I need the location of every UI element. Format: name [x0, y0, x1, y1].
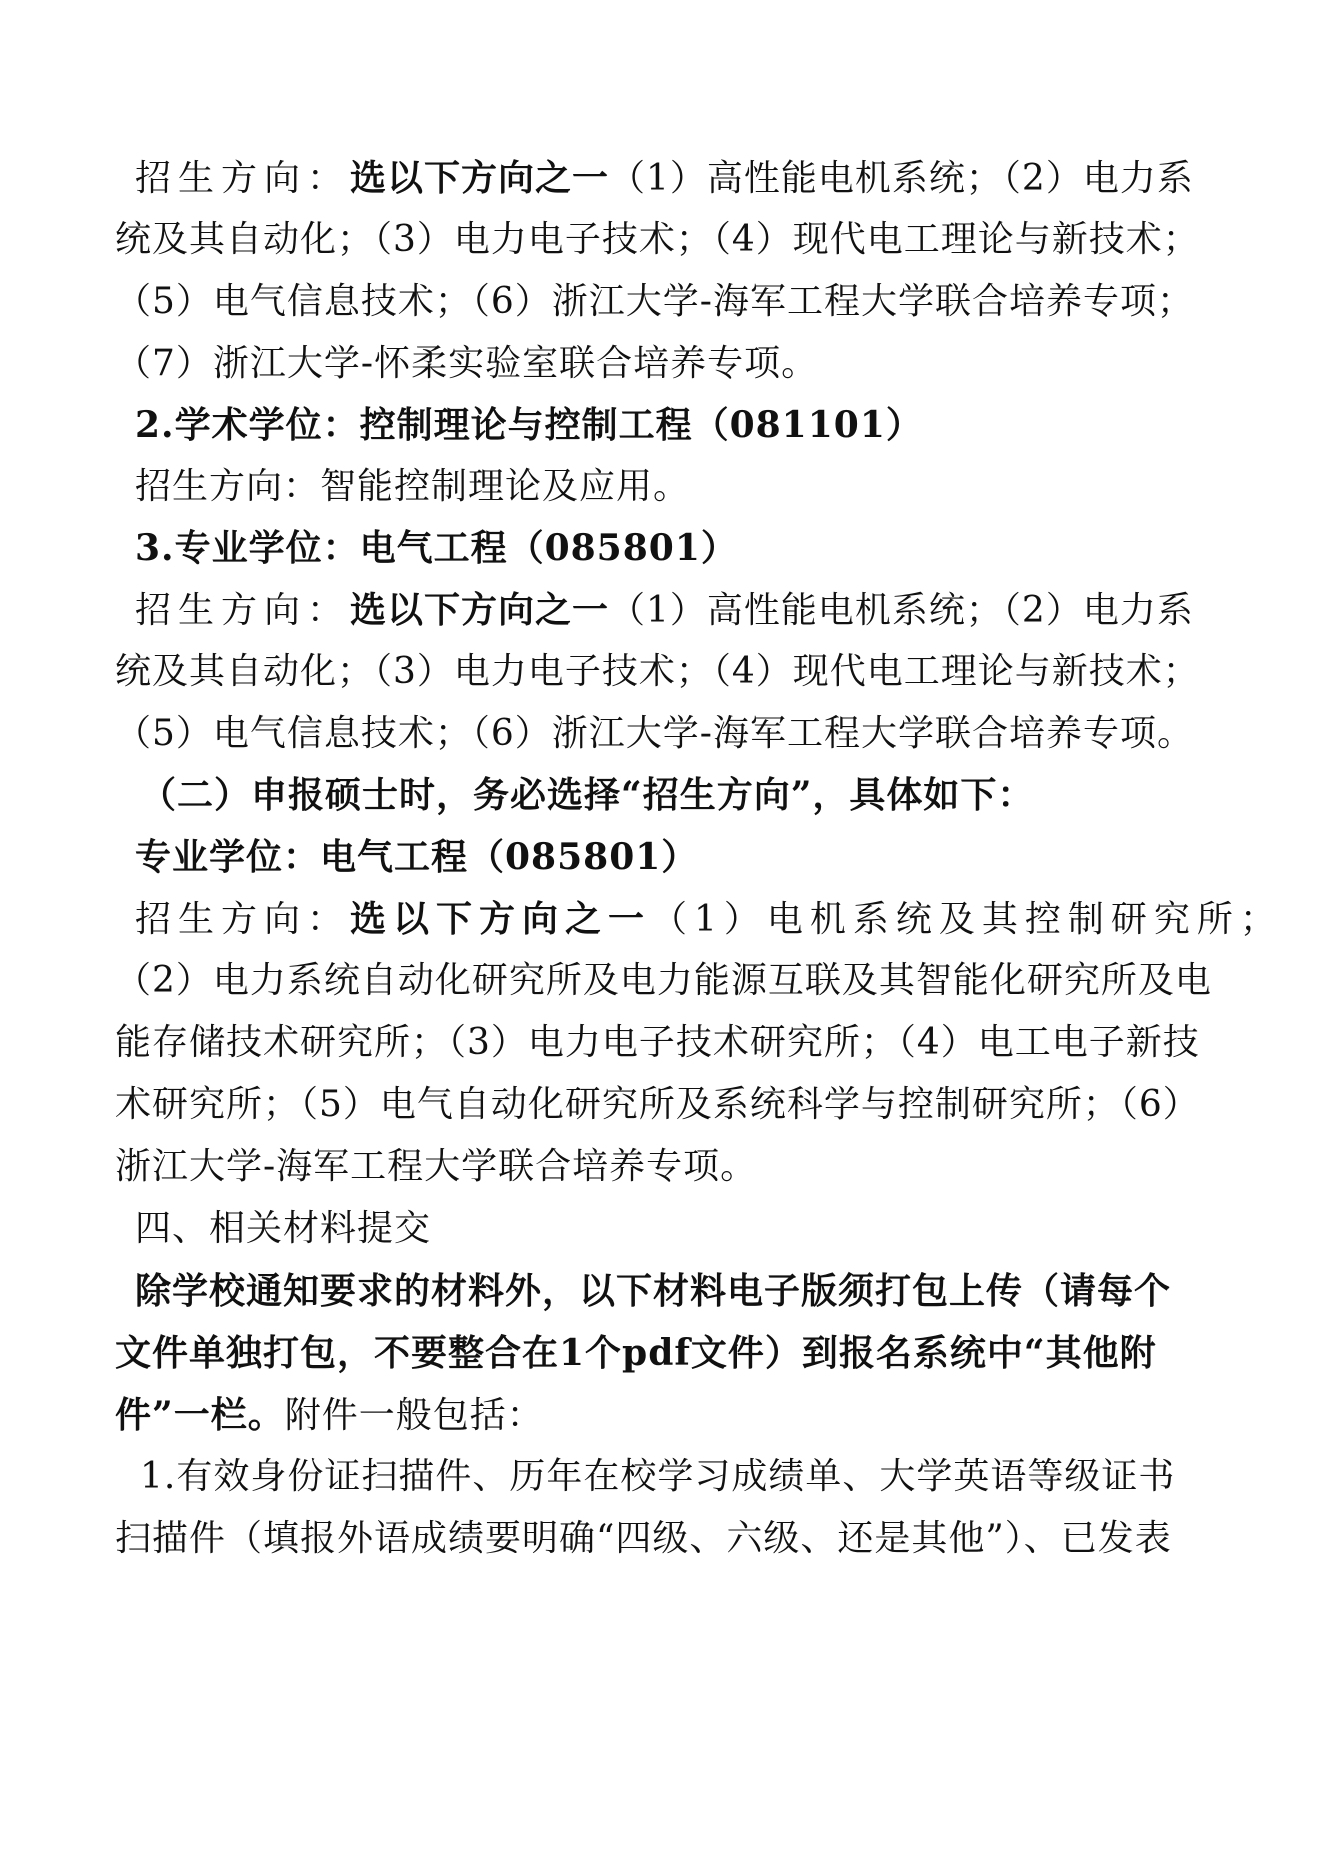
- direction-list-text: （1）电机系统及其控制研究所；: [651, 899, 1283, 940]
- direction-paragraph-1-line-4: （7）浙江大学-怀柔实验室联合培养专项。: [115, 343, 819, 384]
- materials-paragraph-line-3: [115, 1391, 1175, 1440]
- direction-choose-one: 选以下方向之一: [350, 157, 610, 199]
- academic-degree-heading: 2.学术学位：控制理论与控制工程（081101）: [135, 404, 923, 446]
- materials-list-item-1-line-2: 扫描件（填报外语成绩要明确“四级、六级、还是其他”）、已发表: [115, 1518, 1172, 1559]
- direction-paragraph-5-line-3: 能存储技术研究所；（3）电力电子技术研究所；（4）电工电子新技: [115, 1022, 1200, 1063]
- direction-paragraph-1-line-2: 统及其自动化；（3）电力电子技术；（4）现代电工理论与新技术；: [115, 219, 1200, 260]
- materials-section-heading: 四、相关材料提交: [135, 1208, 432, 1249]
- master-professional-degree-heading: 专业学位：电气工程（085801）: [135, 836, 699, 878]
- direction-paragraph-5-line-5: 浙江大学-海军工程大学联合培养专项。: [115, 1146, 758, 1187]
- direction-label: 招生方向：: [135, 899, 351, 940]
- direction-paragraph-5-line-2: （2）电力系统自动化研究所及电力能源互联及其智能化研究所及电: [115, 960, 1212, 1001]
- direction-list-text: （1）高性能电机系统；（2）电力系: [609, 590, 1194, 631]
- professional-degree-heading: 3.专业学位：电气工程（085801）: [135, 527, 738, 569]
- direction-paragraph-5-line-1: [135, 895, 1283, 944]
- attachment-field-text: 件”一栏。: [115, 1394, 285, 1436]
- direction-paragraph-1-line-3: （5）电气信息技术；（6）浙江大学-海军工程大学联合培养专项；: [115, 281, 1194, 322]
- master-application-heading: （二）申报硕士时，务必选择“招生方向”，具体如下：: [140, 774, 1035, 816]
- materials-paragraph-line-2: 文件单独打包，不要整合在1个pdf文件）到报名系统中“其他附: [115, 1332, 1157, 1374]
- materials-list-item-1-line-1: 1.有效身份证扫描件、历年在校学习成绩单、大学英语等级证书: [140, 1456, 1176, 1497]
- direction-paragraph-3-line-2: 统及其自动化；（3）电力电子技术；（4）现代电工理论与新技术；: [115, 651, 1200, 692]
- attachment-intro-text: 附件一般包括：: [284, 1395, 544, 1436]
- direction-paragraph-3-line-1: [135, 586, 1195, 635]
- direction-label: 招生方向：: [135, 590, 351, 631]
- direction-paragraph-1-line-1: [135, 154, 1195, 203]
- direction-paragraph-3-line-3: （5）电气信息技术；（6）浙江大学-海军工程大学联合培养专项。: [115, 713, 1194, 754]
- materials-paragraph-line-1: 除学校通知要求的材料外，以下材料电子版须打包上传（请每个: [135, 1270, 1172, 1312]
- direction-paragraph-5-line-4: 术研究所；（5）电气自动化研究所及系统科学与控制研究所；（6）: [115, 1084, 1200, 1125]
- direction-label: 招生方向：: [135, 158, 351, 199]
- direction-paragraph-2: 招生方向：智能控制理论及应用。: [135, 466, 691, 507]
- direction-choose-one: 选以下方向之一: [350, 898, 652, 940]
- direction-choose-one: 选以下方向之一: [350, 589, 610, 631]
- direction-list-text: （1）高性能电机系统；（2）电力系: [609, 158, 1194, 199]
